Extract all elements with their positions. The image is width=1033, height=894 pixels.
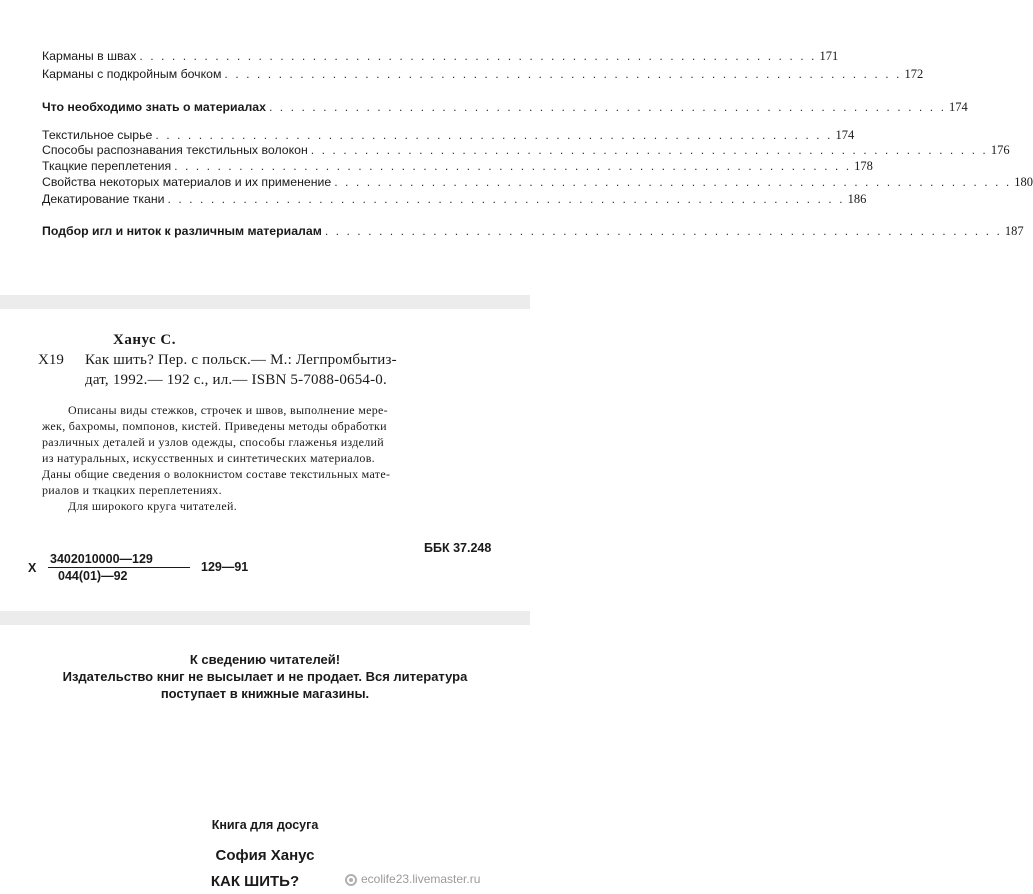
toc-entry-page: 174 — [949, 100, 968, 114]
toc-entry-page: 178 — [854, 159, 873, 173]
toc-entry-title: Подбор игл и ниток к различным материалам — [42, 224, 322, 238]
book-title: КАК ШИТЬ? — [210, 873, 300, 890]
fraction-prefix: Х — [28, 561, 37, 575]
toc-leader-dots: . . . . . . . . . . . . . . . . . . . . . . . . . . . . . . . . . . . . . . . . . . . . . . . . . . . . . . . . . . . . . . . — [310, 143, 988, 157]
fraction-result: 129—91 — [201, 560, 249, 574]
page-separator — [0, 611, 530, 625]
annotation-line: Для широкого круга читателей. — [68, 499, 237, 513]
toc-entry-page: 174 — [835, 128, 855, 142]
toc-entry-title: Декатирование ткани — [42, 192, 165, 206]
toc-entry-page: 186 — [847, 192, 867, 206]
toc-leader-dots: . . . . . . . . . . . . . . . . . . . . . . . . . . . . . . . . . . . . . . . . . . . . . . . . . . . . . . . . . . . . . . . — [224, 67, 902, 81]
series-label: Книга для досуга — [211, 818, 319, 832]
watermark — [345, 872, 480, 886]
catalog-fraction — [28, 552, 308, 592]
toc-entry — [42, 190, 867, 206]
toc-entry — [42, 98, 968, 114]
toc-entry-title: Что необходимо знать о материалах — [42, 100, 266, 114]
annotation-line: Описаны виды стежков, строчек и швов, выполнение мере- — [68, 403, 388, 417]
annotation-line: жек, бахромы, помпонов, кистей. Приведены методы обработки — [42, 419, 387, 433]
book-author: София Ханус — [215, 847, 315, 864]
toc-entry-title: Текстильное сырье — [42, 128, 153, 142]
toc-leader-dots: . . . . . . . . . . . . . . . . . . . . . . . . . . . . . . . . . . . . . . . . . . . . . . . . . . . . . . . . . . . . . . . — [324, 224, 1002, 238]
watermark-text: ecolife23.livemaster.ru — [361, 872, 481, 886]
toc-leader-dots: . . . . . . . . . . . . . . . . . . . . . . . . . . . . . . . . . . . . . . . . . . . . . . . . . . . . . . . . . . . . . . . — [334, 175, 1012, 189]
page-separator — [0, 295, 530, 309]
toc-entry-title: Карманы в швах — [42, 49, 137, 63]
notice-title: К сведению читателей! — [189, 652, 341, 667]
toc-entry-page: 172 — [904, 67, 924, 81]
toc-entry-title: Карманы с подкройным бочком — [42, 67, 222, 81]
card-line: дат, 1992.— 192 с., ил.— ISBN 5-7088-0654-0. — [85, 372, 387, 388]
toc-entry-page: 171 — [819, 49, 839, 63]
toc-entry-page: 187 — [1004, 224, 1024, 238]
annotation-line: из натуральных, искусственных и синтетических материалов. — [42, 451, 375, 465]
toc-leader-dots: . . . . . . . . . . . . . . . . . . . . . . . . . . . . . . . . . . . . . . . . . . . . . . . . . . . . . . . . . . . . . . . — [167, 192, 845, 206]
toc-entry-page: 176 — [990, 143, 1010, 157]
card-line: Как шить? Пер. с польск.— М.: Легпромбытиз- — [85, 352, 397, 368]
fraction-numerator: 3402010000—129 — [50, 552, 153, 566]
toc-leader-dots: . . . . . . . . . . . . . . . . . . . . . . . . . . . . . . . . . . . . . . . . . . . . . . . . . . . . . . . . . . . . . . . — [155, 128, 833, 142]
toc-entry — [42, 65, 924, 81]
toc-entry-page: 180 — [1014, 175, 1033, 189]
card-author: Ханус С. — [113, 332, 177, 348]
toc-entry-title: Способы распознавания текстильных волокон — [42, 143, 308, 157]
toc-entry-title: Свойства некоторых материалов и их применение — [42, 175, 332, 189]
toc-entry — [42, 141, 1010, 157]
toc-entry — [42, 157, 873, 173]
toc-leader-dots: . . . . . . . . . . . . . . . . . . . . . . . . . . . . . . . . . . . . . . . . . . . . . . . . . . . . . . . . . . . . . . . — [139, 49, 817, 63]
toc-leader-dots: . . . . . . . . . . . . . . . . . . . . . . . . . . . . . . . . . . . . . . . . . . . . . . . . . . . . . . . . . . . . . . . — [174, 159, 852, 173]
toc-entry — [42, 222, 1024, 238]
toc-entry-title: Ткацкие переплетения — [42, 159, 172, 173]
fraction-denominator: 044(01)—92 — [58, 569, 128, 583]
toc-entry — [42, 47, 839, 63]
annotation-line: Даны общие сведения о волокнистом составе текстильных мате- — [42, 467, 391, 481]
toc-leader-dots: . . . . . . . . . . . . . . . . . . . . . . . . . . . . . . . . . . . . . . . . . . . . . . . . . . . . . . . . . . . . . . . — [268, 100, 947, 114]
toc-entry — [42, 126, 855, 142]
notice-line: поступает в книжные магазины. — [160, 686, 370, 701]
annotation-line: риалов и ткацких переплетениях. — [42, 483, 222, 497]
fraction-bar — [48, 567, 190, 568]
toc-entry — [42, 173, 1033, 189]
annotation-line: различных деталей и узлов одежды, способы глаженья изделий — [42, 435, 384, 449]
bbk-code: ББК 37.248 — [424, 541, 492, 555]
notice-line: Издательство книг не высылает и не продает. Вся литература — [62, 669, 468, 684]
card-code: Х19 — [38, 352, 64, 368]
watermark-icon — [345, 874, 357, 886]
